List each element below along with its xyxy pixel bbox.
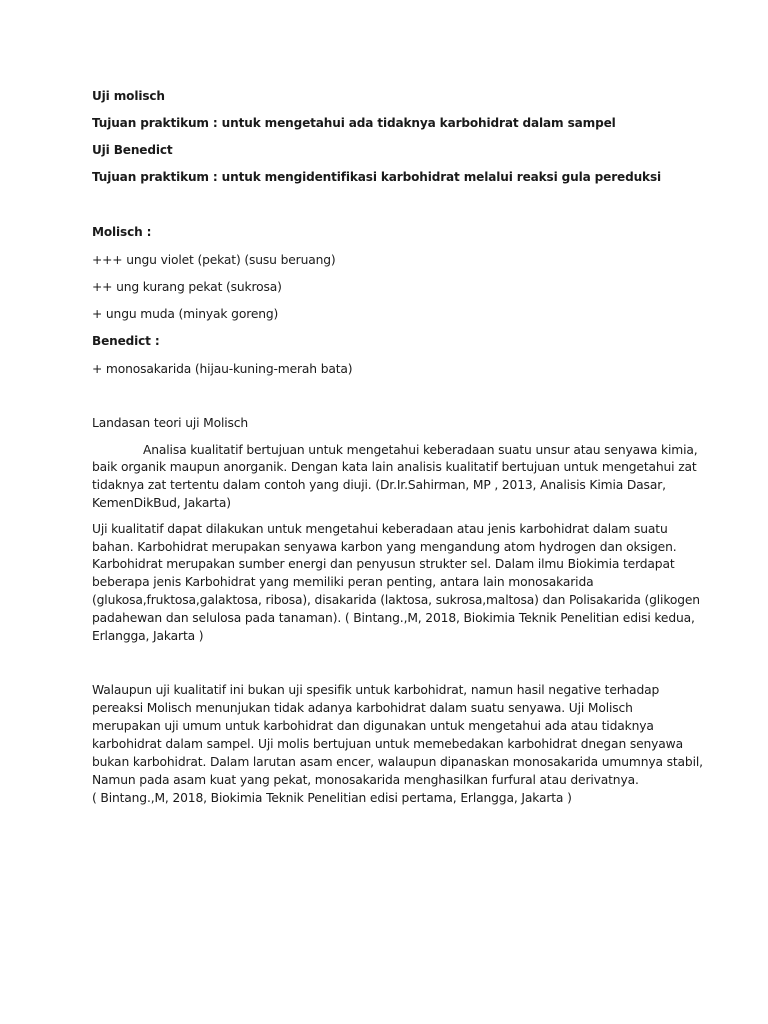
tujuan-molisch: Tujuan praktikum : untuk mengetahui ada tidaknya karbohidrat dalam sampel xyxy=(92,116,616,130)
para3-line: merupakan uji umum untuk karbohidrat dan digunakan untuk mengetahui ada atau tidaknya xyxy=(92,719,654,733)
para3-citation: ( Bintang.,M, 2018, Biokimia Teknik Penelitian edisi pertama, Erlangga, Jakarta ) xyxy=(92,791,572,805)
para2-line: Uji kualitatif dapat dilakukan untuk mengetahui keberadaan atau jenis karbohidrat dalam suatu xyxy=(92,522,668,536)
para3-line: karbohidrat dalam sampel. Uji molis bertujuan untuk memebedakan karbohidrat dnegan senyawa xyxy=(92,737,683,751)
landasan-title: Landasan teori uji Molisch xyxy=(92,416,249,430)
heading-uji-molisch: Uji molisch xyxy=(92,89,165,103)
para1-line: baik organik maupun anorganik. Dengan kata lain analisis kualitatif bertujuan untuk mengetahui zat xyxy=(92,460,697,474)
para2-line: Karbohidrat merupakan sumber energi dan penyusun strukter sel. Dalam ilmu Biokimia terdapat xyxy=(92,557,675,571)
para1-line: KemenDikBud, Jakarta) xyxy=(92,496,231,510)
para2-line: beberapa jenis Karbohidrat yang memiliki peran penting, antara lain monosakarida xyxy=(92,575,594,589)
molisch-result: + ungu muda (minyak goreng) xyxy=(92,307,279,321)
benedict-result: + monosakarida (hijau-kuning-merah bata) xyxy=(92,362,353,376)
para2-line: bahan. Karbohidrat merupakan senyawa karbon yang mengandung atom hydrogen dan oksigen. xyxy=(92,540,677,554)
para3-line: Namun pada asam kuat yang pekat, monosakarida menghasilkan furfural atau derivatnya. xyxy=(92,773,639,787)
para3-line: bukan karbohidrat. Dalam larutan asam encer, walaupun dipanaskan monosakarida umumnya stabil, xyxy=(92,755,703,769)
para1-line: Analisa kualitatif bertujuan untuk mengetahui keberadaan suatu unsur atau senyawa kimia, xyxy=(143,443,698,457)
para1-line: tidaknya zat tertentu dalam contoh yang diuji. (Dr.Ir.Sahirman, MP , 2013, Analisis Kimia Dasar, xyxy=(92,478,666,492)
molisch-label: Molisch : xyxy=(92,225,152,239)
molisch-result: +++ ungu violet (pekat) (susu beruang) xyxy=(92,253,336,267)
para3-line: Walaupun uji kualitatif ini bukan uji spesifik untuk karbohidrat, namun hasil negative terhadap xyxy=(92,683,660,697)
para2-line: Erlangga, Jakarta ) xyxy=(92,629,204,643)
para3-line: pereaksi Molisch menunjukan tidak adanya karbohidrat dalam suatu senyawa. Uji Molisch xyxy=(92,701,633,715)
para2-line: padahewan dan selulosa pada tanaman). ( Bintang.,M, 2018, Biokimia Teknik Penelitian edisi kedua, xyxy=(92,611,695,625)
heading-uji-benedict: Uji Benedict xyxy=(92,143,173,157)
molisch-result: ++ ung kurang pekat (sukrosa) xyxy=(92,280,282,294)
benedict-label: Benedict : xyxy=(92,334,160,348)
tujuan-benedict: Tujuan praktikum : untuk mengidentifikasi karbohidrat melalui reaksi gula pereduksi xyxy=(92,170,661,184)
para2-line: (glukosa,fruktosa,galaktosa, ribosa), disakarida (laktosa, sukrosa,maltosa) dan Polisakarida (glikogen xyxy=(92,593,700,607)
